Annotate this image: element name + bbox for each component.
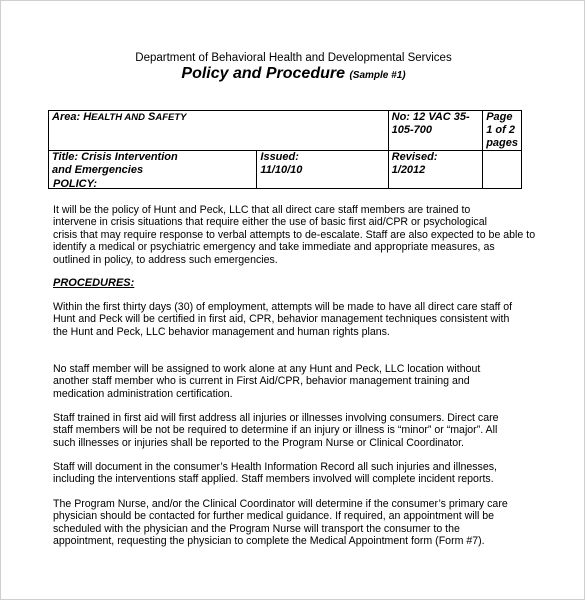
procedure-paragraph-5 <box>53 498 523 548</box>
header-row-2 <box>49 151 522 189</box>
issued-cell <box>257 151 388 189</box>
revised-date: 1/2012 <box>391 164 426 176</box>
sample-label: (Sample #1) <box>349 70 406 81</box>
procedure-line: The Program Nurse, and/or the Clinical Coordinator will determine if the consumer’s primary care <box>53 498 508 510</box>
procedure-line: Hunt and Peck will be certified in first aid, CPR, behavior management techniques consistent with <box>53 313 510 326</box>
policy-line: It will be the policy of Hunt and Peck, LLC that all direct care staff members are trained to <box>53 204 471 216</box>
department-name: Department of Behavioral Health and Developmental Services <box>135 52 452 64</box>
procedures-heading: PROCEDURES: <box>53 277 135 289</box>
area-value: HEALTH AND SAFETY <box>83 111 187 123</box>
procedure-line: physician should be contacted for further medical guidance. If required, an appointment will be <box>53 510 495 523</box>
procedure-line: Staff will document in the consumer’s Health Information Record all such injuries and illnesses, <box>53 461 497 473</box>
procedure-paragraph-4 <box>53 461 523 486</box>
document-title-line <box>1 65 585 83</box>
procedure-line: staff members will be not be required to determine if an injury or illness is “minor” or “major”. All <box>53 424 498 437</box>
revised-label: Revised: <box>391 151 438 163</box>
title-line-2: and Emergencies <box>52 164 144 176</box>
procedure-line: appointment, requesting the physician to complete the Medical Appointment form (Form #7). <box>53 535 485 548</box>
procedure-line: scheduled with the physician and the Program Nurse will transport the consumer to the <box>53 522 460 535</box>
procedure-line: Within the first thirty days (30) of employment, attempts will be made to have all direct care staff of <box>53 301 513 313</box>
procedure-paragraph-2 <box>53 363 523 400</box>
policy-paragraph <box>53 204 536 266</box>
policy-heading: POLICY: <box>53 178 98 190</box>
pages-cell: Page 1 of 2 pages <box>483 111 522 151</box>
issued-label: Issued: <box>260 151 299 163</box>
policy-line: outlined in policy, to address such emergencies. <box>53 253 278 266</box>
procedure-line: the Hunt and Peck, LLC behavior management and human rights plans. <box>53 325 390 338</box>
procedure-line: medication administration certification. <box>53 387 233 400</box>
policy-line: crisis that may require response to verbal attempts to de-escalate. Staff are also expected to be able to <box>53 228 536 241</box>
procedure-line: Staff trained in first aid will first address all injuries or illnesses involving consumers. Direct care <box>53 412 499 424</box>
area-cell <box>49 111 389 151</box>
title-line-1: Title: Crisis Intervention <box>52 151 178 163</box>
revised-cell <box>388 151 483 189</box>
document-title: Policy and Procedure <box>181 65 345 82</box>
empty-cell <box>483 151 522 189</box>
procedure-line: including the interventions staff applied. Staff members involved will complete incident reports. <box>53 473 494 486</box>
procedure-line: such illnesses or injuries shall be reported to the Program Nurse or Clinical Coordinator. <box>53 436 464 449</box>
procedure-paragraph-1 <box>53 301 523 338</box>
policy-line: intervene in crisis situations that require either the use of basic first aid/CPR or psychological <box>53 216 487 229</box>
number-cell: No: 12 VAC 35-105-700 <box>388 111 483 151</box>
procedure-line: No staff member will be assigned to work alone at any Hunt and Peck, LLC location without <box>53 363 481 375</box>
procedure-paragraph-3 <box>53 412 523 449</box>
procedure-line: another staff member who is current in First Aid/CPR, behavior management training and <box>53 375 470 388</box>
header-row-1 <box>49 111 522 151</box>
policy-line: identify a medical or psychiatric emergency and take immediate and appropriate measures, as <box>53 241 495 254</box>
area-label: Area: <box>52 111 81 123</box>
issued-date: 11/10/10 <box>260 164 303 176</box>
header-table <box>48 110 522 189</box>
